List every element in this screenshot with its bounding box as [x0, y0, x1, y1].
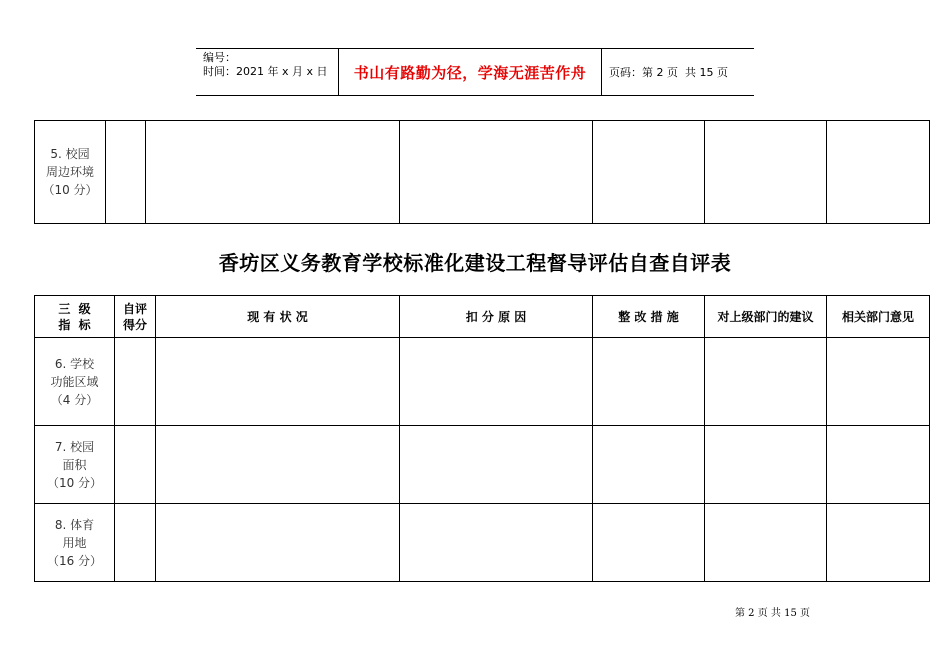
header-level — [35, 296, 115, 338]
indicator-line: 6. 学校 — [54, 356, 95, 371]
header-page-info — [602, 49, 754, 95]
score-cell[interactable] — [115, 504, 156, 582]
rectify-cell[interactable] — [593, 121, 705, 224]
header-score-line2: 得分 — [122, 317, 147, 332]
header-level-line2: 指 标 — [58, 317, 91, 332]
suggestion-cell[interactable] — [705, 121, 827, 224]
header-status: 现 有 状 况 — [156, 296, 400, 338]
status-cell[interactable] — [156, 426, 400, 504]
indicator-line: 8. 体育 — [54, 517, 95, 532]
indicator-line: （4 分） — [50, 392, 99, 407]
indicator-line: （10 分） — [46, 475, 103, 490]
indicator-line: （16 分） — [46, 553, 103, 568]
indicator-cell — [35, 426, 115, 504]
indicator-cell — [35, 338, 115, 426]
document-header — [196, 48, 754, 96]
table-header-row — [35, 296, 930, 338]
indicator-cell — [35, 121, 106, 224]
rectify-cell[interactable] — [593, 504, 705, 582]
score-cell[interactable] — [106, 121, 146, 224]
indicator-line: 面积 — [62, 457, 87, 472]
deduction-cell[interactable] — [400, 426, 593, 504]
header-meta — [196, 49, 338, 95]
score-cell[interactable] — [115, 338, 156, 426]
header-deduction: 扣 分 原 因 — [400, 296, 593, 338]
page-info-text: 页码：第 2 页 共 15 页 — [609, 66, 728, 79]
indicator-cell — [35, 504, 115, 582]
evaluation-table — [34, 295, 930, 582]
opinion-cell[interactable] — [827, 121, 930, 224]
status-cell[interactable] — [146, 121, 400, 224]
score-cell[interactable] — [115, 426, 156, 504]
deduction-cell[interactable] — [400, 504, 593, 582]
indicator-line: 7. 校园 — [54, 439, 95, 454]
suggestion-cell[interactable] — [705, 426, 827, 504]
indicator-line: 周边环境 — [45, 165, 94, 179]
header-motto: 书山有路勤为径，学海无涯苦作舟 — [338, 49, 602, 95]
opinion-cell[interactable] — [827, 504, 930, 582]
table-row — [35, 426, 930, 504]
suggestion-cell[interactable] — [705, 338, 827, 426]
deduction-cell[interactable] — [400, 121, 593, 224]
opinion-cell[interactable] — [827, 426, 930, 504]
header-score — [115, 296, 156, 338]
table-row — [35, 338, 930, 426]
indicator-line: 功能区域 — [50, 374, 99, 389]
header-level-line1: 三 级 — [58, 301, 91, 316]
header-suggestion: 对上级部门的建议 — [705, 296, 827, 338]
status-cell[interactable] — [156, 504, 400, 582]
deduction-cell[interactable] — [400, 338, 593, 426]
time-label: 时间：2021 年 x 月 x 日 — [203, 65, 328, 78]
opinion-cell[interactable] — [827, 338, 930, 426]
indicator-line: （10 分） — [42, 183, 98, 197]
table-row — [35, 121, 930, 224]
page-footer: 第 2 页 共 15 页 — [735, 608, 810, 619]
suggestion-cell[interactable] — [705, 504, 827, 582]
continuation-table — [34, 120, 930, 224]
header-opinion: 相关部门意见 — [827, 296, 930, 338]
header-rectify: 整 改 措 施 — [593, 296, 705, 338]
table-row — [35, 504, 930, 582]
rectify-cell[interactable] — [593, 338, 705, 426]
indicator-line: 5. 校园 — [50, 147, 90, 161]
rectify-cell[interactable] — [593, 426, 705, 504]
status-cell[interactable] — [156, 338, 400, 426]
header-score-line1: 自评 — [122, 301, 147, 316]
indicator-line: 用地 — [62, 535, 87, 550]
page-title: 香坊区义务教育学校标准化建设工程督导评估自查自评表 — [218, 251, 732, 275]
number-label: 编号： — [203, 51, 236, 64]
